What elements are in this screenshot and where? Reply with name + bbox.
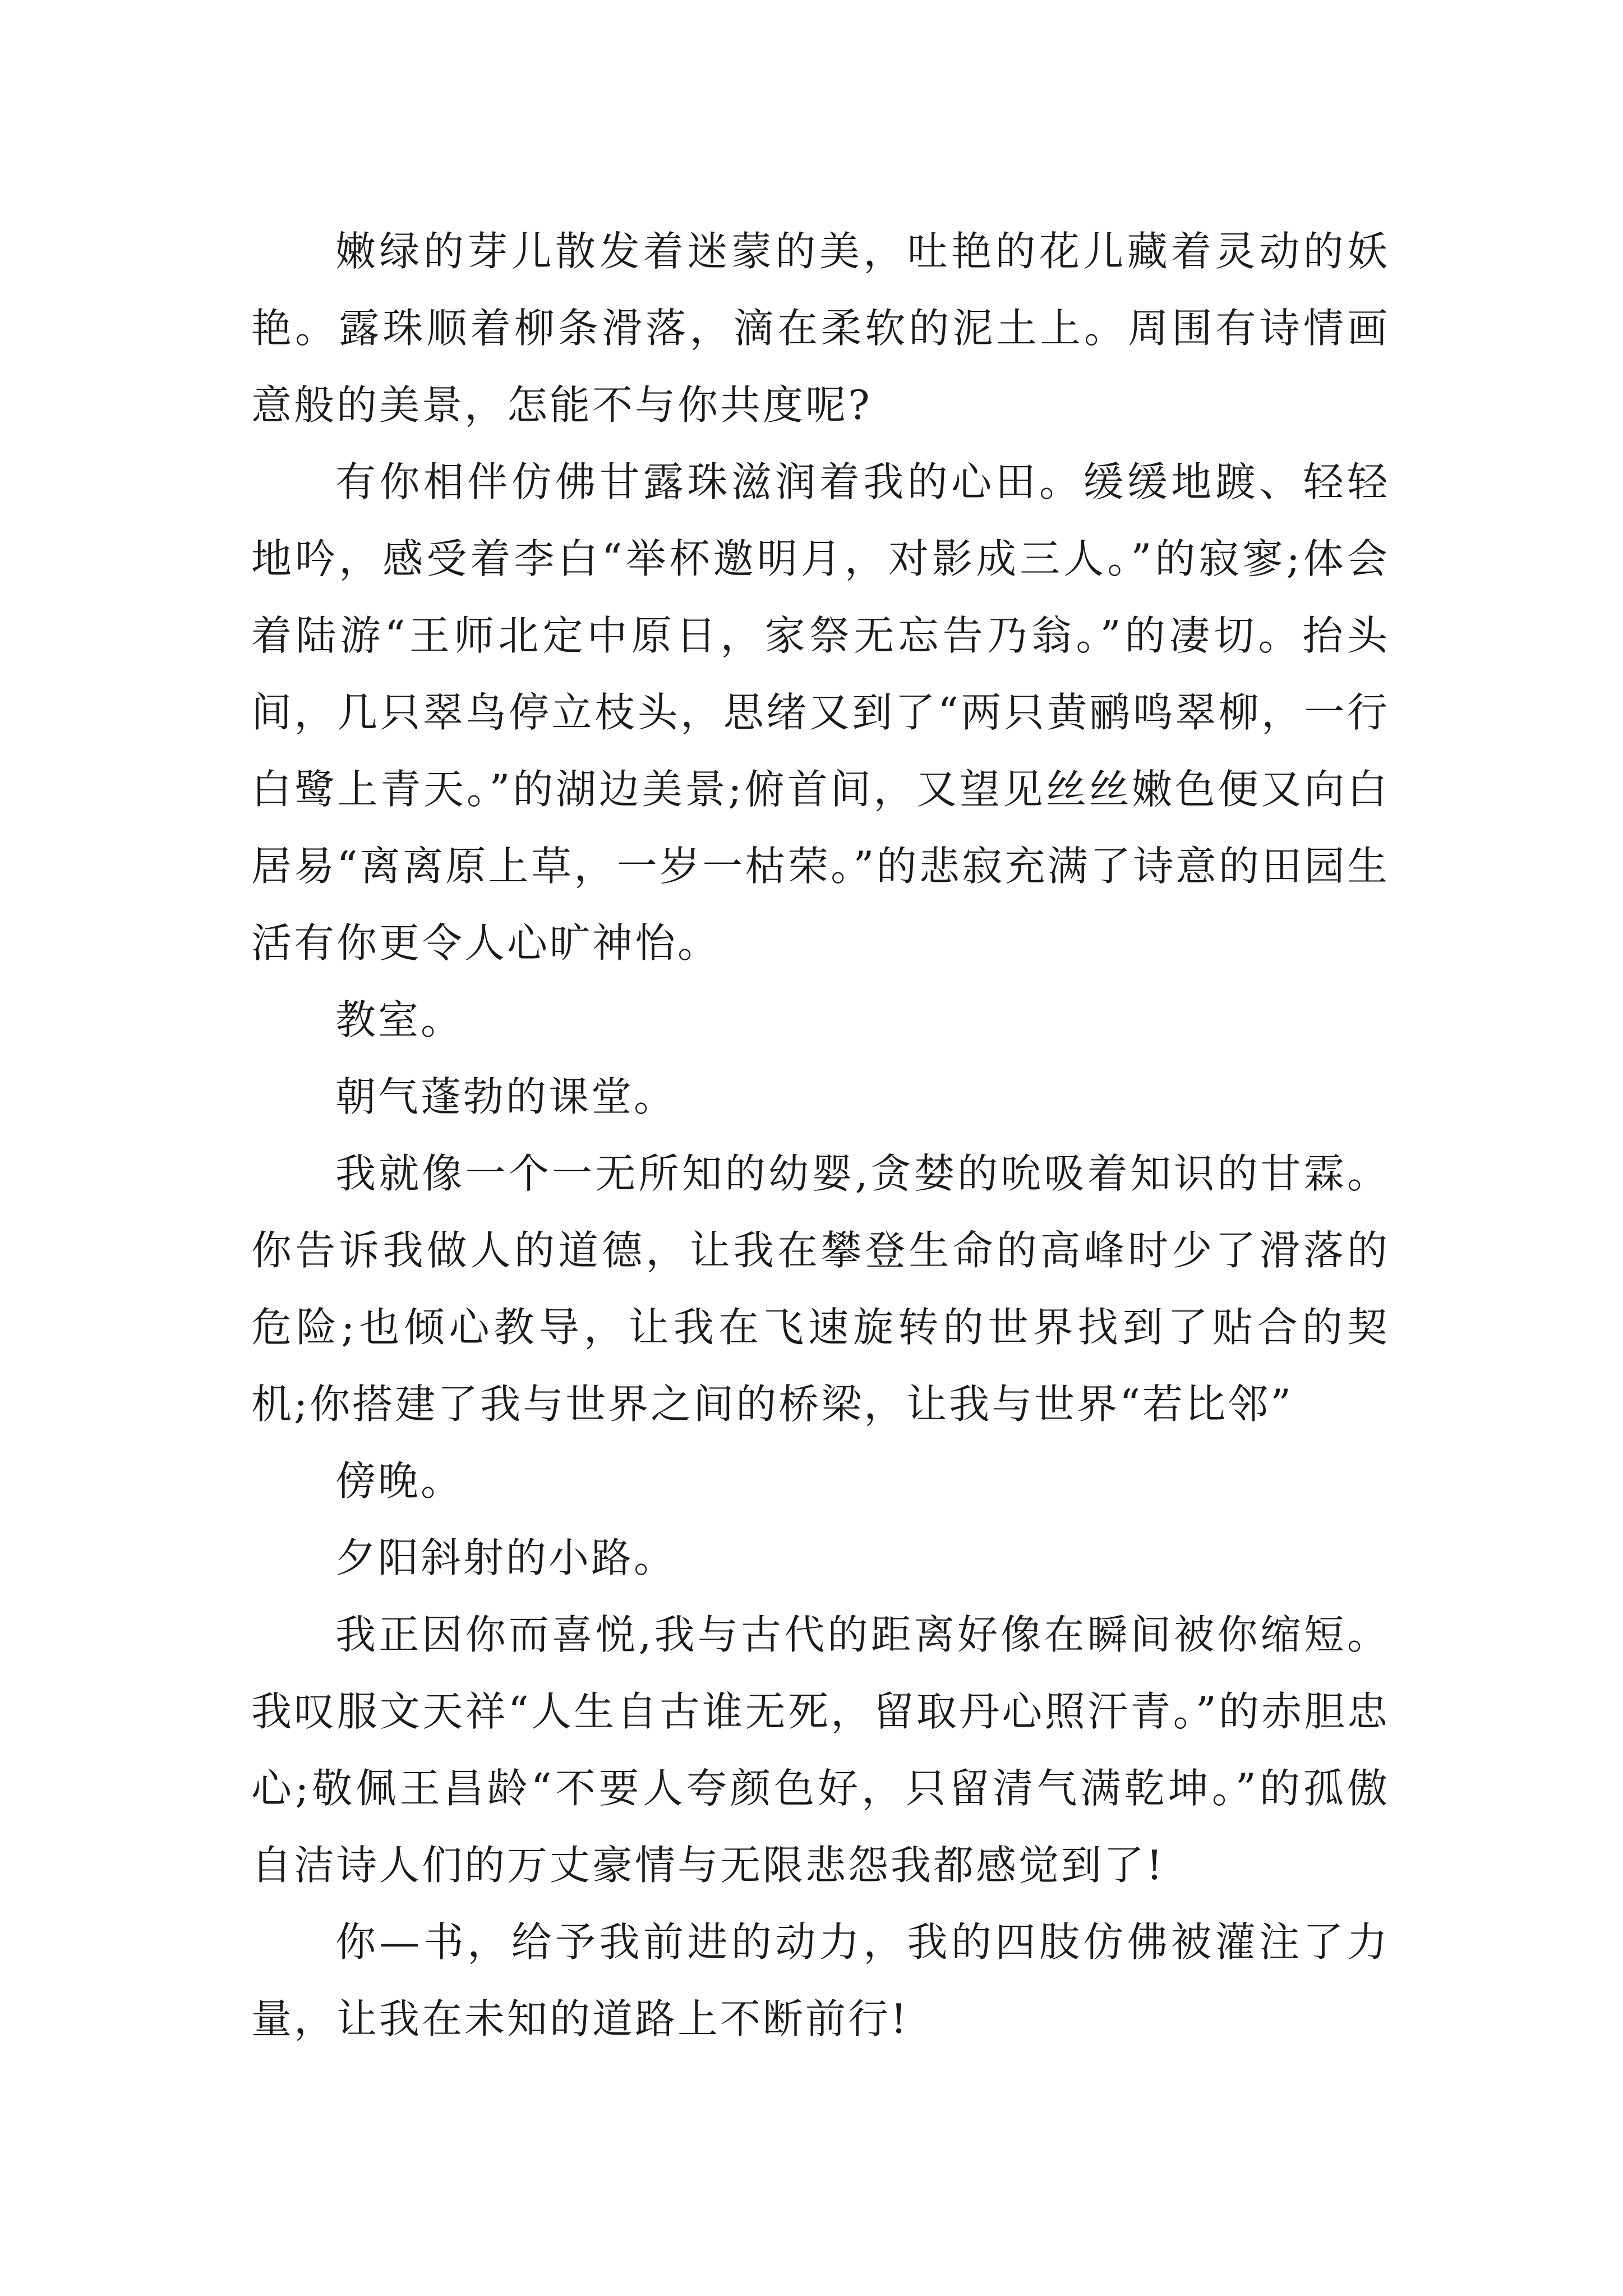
paragraph: 傍晚。 bbox=[335, 1457, 464, 1504]
paragraph: 教室。 bbox=[335, 996, 464, 1043]
paragraph: 我正因你而喜悦,我与古代的距离好像在瞬间被你缩短。我叹服文天祥“人生自古谁无死，留取丹心照汗青。”的赤胆忠心;敬佩王昌龄“不要人夸颜色好，只留清气满乾坤。”的孤傲自洁诗人们的万丈豪情与无限悲怨我都感觉到了! bbox=[251, 1611, 1390, 1889]
paragraph: 夕阳斜射的小路。 bbox=[335, 1534, 677, 1581]
paragraph: 嫩绿的芽儿散发着迷蒙的美，吐艳的花儿藏着灵动的妖艳。露珠顺着柳条滑落，滴在柔软的泥土上。周围有诗情画意般的美景，怎能不与你共度呢? bbox=[251, 228, 1390, 429]
paragraph: 我就像一个一无所知的幼婴,贪婪的吮吸着知识的甘霖。你告诉我做人的道德，让我在攀登生命的高峰时少了滑落的危险;也倾心教导，让我在飞速旋转的世界找到了贴合的契机;你搭建了我与世界之间的桥梁，让我与世界“若比邻” bbox=[251, 1150, 1390, 1428]
paragraph: 有你相伴仿佛甘露珠滋润着我的心田。缓缓地踱、轻轻地吟，感受着李白“举杯邀明月，对影成三人。”的寂寥;体会着陆游“王师北定中原日，家祭无忘告乃翁。”的凄切。抬头间，几只翠鸟停立枝头，思绪又到了“两只黄鹂鸣翠柳，一行白鹭上青天。”的湖边美景;俯首间，又望见丝丝嫩色便又向白居易“离离原上草，一岁一枯荣。”的悲寂充满了诗意的田园生活有你更令人心旷神怡。 bbox=[251, 458, 1390, 967]
document-body bbox=[251, 213, 1390, 2058]
paragraph: 朝气蓬勃的课堂。 bbox=[335, 1073, 677, 1120]
paragraph: 你—书，给予我前进的动力，我的四肢仿佛被灌注了力量，让我在未知的道路上不断前行! bbox=[251, 1918, 1390, 2042]
